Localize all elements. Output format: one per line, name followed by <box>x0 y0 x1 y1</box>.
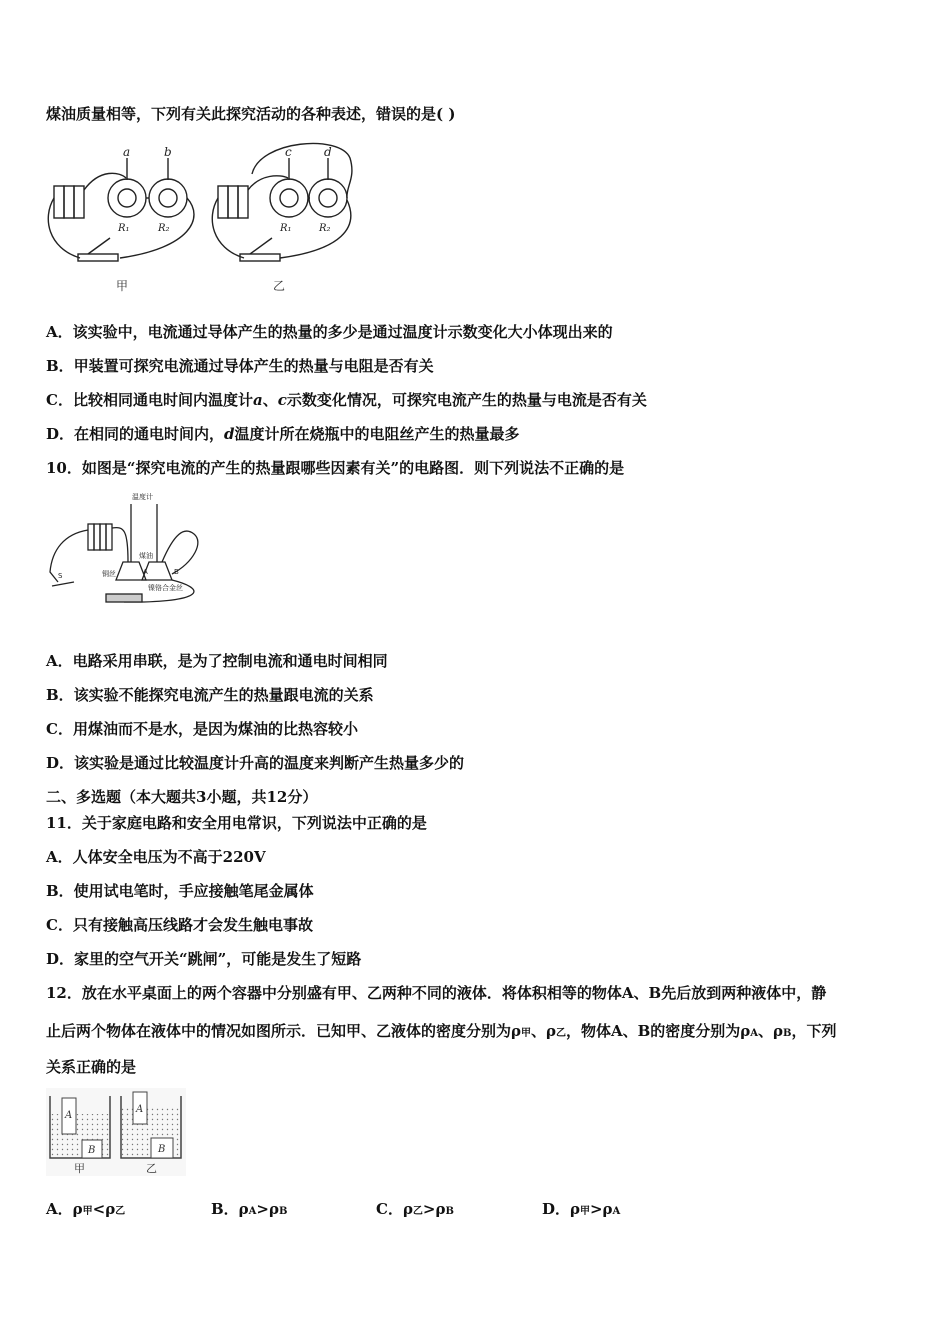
q12-option-b: B．ρA>ρB <box>211 1200 288 1218</box>
q12-option-c: C．ρ乙>ρB <box>376 1200 454 1218</box>
label-r1: R₁ <box>118 223 130 234</box>
q12-option-a: A．ρ甲<ρ乙 <box>46 1200 126 1218</box>
q11-option-b: B．使用试电笔时，手应接触笔尾金属体 <box>46 882 314 900</box>
label-d: d <box>324 145 332 159</box>
q11-stem: 11．关于家庭电路和安全用电常识，下列说法中正确的是 <box>46 814 427 832</box>
q10-option-d: D．该实验是通过比较温度计升高的温度来判断产生热量多少的 <box>46 754 465 772</box>
q10-option-a: A．电路采用串联，是为了控制电流和通电时间相同 <box>46 652 388 670</box>
label-b: b <box>164 145 172 159</box>
block-b-left: B <box>88 1145 96 1156</box>
copper-label: 铜丝 <box>102 570 116 578</box>
flask-icon <box>108 179 146 217</box>
switch-label: S <box>58 572 63 580</box>
q9-stem: 煤油质量相等，下列有关此探究活动的各种表述，错误的是( ) <box>46 105 456 123</box>
caption-yi: 乙 <box>146 1162 157 1175</box>
label-r2: R₂ <box>158 223 170 234</box>
label-b: B <box>174 568 179 576</box>
q10-circuit-figure <box>44 490 214 612</box>
flask-icon <box>149 179 187 217</box>
label-a: A <box>143 568 148 576</box>
block-b-right: B <box>158 1144 166 1155</box>
q10-option-c: C．用煤油而不是水，是因为煤油的比热容较小 <box>46 720 358 738</box>
q10-option-b: B．该实验不能探究电流产生的热量跟电流的关系 <box>46 686 374 704</box>
q11-option-c: C．只有接触高压线路才会发生触电事故 <box>46 916 313 934</box>
q9-option-a: A．该实验中，电流通过导体产生的热量的多少是通过温度计示数变化大小体现出来的 <box>46 323 613 341</box>
q11-option-d: D．家里的空气开关“跳闸”，可能是发生了短路 <box>46 950 362 968</box>
q9-option-d: D．在相同的通电时间内，d温度计所在烧瓶中的电阻丝产生的热量最多 <box>46 425 520 443</box>
caption-jia: 甲 <box>74 1162 85 1175</box>
q11-option-a: A．人体安全电压为不高于220V <box>46 848 266 866</box>
nichrome-label: 镍铬合金丝 <box>148 584 183 592</box>
label-c: c <box>285 145 292 159</box>
label-r1-right: R₁ <box>280 223 292 234</box>
q12-stem-line3: 关系正确的是 <box>46 1058 137 1076</box>
switch-icon <box>78 254 118 261</box>
thermometer-label: 温度计 <box>132 493 153 501</box>
q12-stem-line1: 12．放在水平桌面上的两个容器中分别盛有甲、乙两种不同的液体．将体积相等的物体A、B先后放到两种液体中，静 <box>46 984 827 1002</box>
label-a: a <box>123 145 131 159</box>
section-heading: 二、多选题（本大题共3小题，共12分） <box>46 788 318 806</box>
q9-option-c: C．比较相同通电时间内温度计a、c示数变化情况，可探究电流产生的热量与电流是否有关 <box>46 391 647 409</box>
caption-jia: 甲 <box>116 279 129 293</box>
battery-icon <box>54 186 64 218</box>
q10-stem: 10．如图是“探究电流的产生的热量跟哪些因素有关”的电路图．则下列说法不正确的是 <box>46 459 625 477</box>
kerosene-label: 煤油 <box>139 552 153 560</box>
block-a-left: A <box>65 1110 73 1121</box>
q12-option-d: D．ρ甲>ρA <box>542 1200 621 1218</box>
block-a-right: A <box>136 1104 144 1115</box>
q12-stem-line2: 止后两个物体在液体中的情况如图所示．已知甲、乙液体的密度分别为ρ甲、ρ乙，物体A、B的密度分别为ρA、ρB，下列 <box>46 1022 837 1040</box>
q9-option-b: B．甲装置可探究电流通过导体产生的热量与电阻是否有关 <box>46 357 434 375</box>
q9-circuit-figure <box>40 138 370 298</box>
label-r2-right: R₂ <box>319 223 331 234</box>
q12-containers-figure <box>46 1088 186 1176</box>
caption-yi: 乙 <box>273 279 286 293</box>
